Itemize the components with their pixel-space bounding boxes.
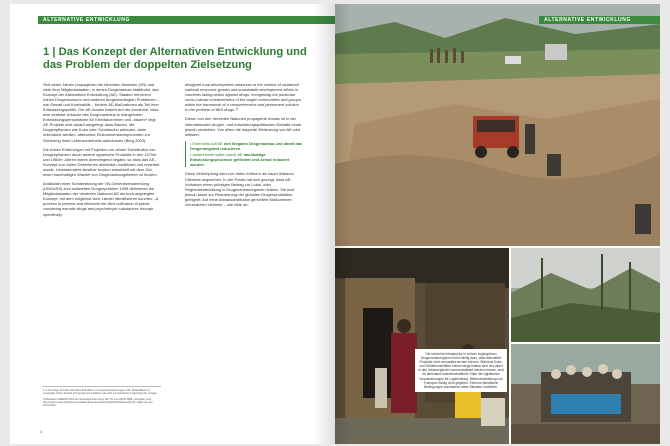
footnote: 1 In der Folge wird die männliche Pluralform in Gruppenbezeichnungen (z.B. „Bauer/Bauern“) verwendet. Diese bezieht sich jeweils auf weibliche als auch auf männliche Angehörige der Gruppe.: [43, 389, 158, 396]
bullet-item: [190, 141, 303, 151]
paragraph: Diese Verknüpfung wird von vielen Kritikern als kaum lösbares Dilemma angesehen. In der Praxis hat sich gezeigt, dass AE-Vorhaben einen wichtigen Beitrag zur Lokal- oder Regionalentwicklung in Drogenanbauregionen leisten. Sie sind jedoch kaum zur Reduzierung der globalen Drogenproduktion geeignet: Auf reine Anbausubstitution gerichtete Maßnahmen verursachen vielmehr – wie viele an-: [185, 171, 295, 207]
bullet-prefix: Einerseits soll AE: [192, 140, 224, 146]
left-page: [10, 4, 335, 444]
bullet-marker: •: [190, 140, 193, 146]
house-family-photo: [335, 248, 509, 444]
truck-illustration: [511, 344, 660, 444]
footnote: 2 Resolution A/RES/S-20/4 der Generalversammlung der VN vom 08.06.1998, verfügbar unter: http://www.unodc.org/documents/alternative-development/UNGASSDocs/AD.pdf, abgerufen am 02.11.2012.: [43, 397, 153, 408]
bullet-strong: den illegalen Drogenanbau und damit das Drogenangebot reduzieren: [190, 140, 303, 151]
section-label: ALTERNATIVE ENTWICKLUNG: [43, 17, 130, 23]
quote-start: „A process to prevent and eliminate the illicit cultivation of plants containing narcotic drugs and psychotropic substances through specifically: [43, 196, 159, 217]
page-number: 4: [40, 429, 43, 434]
text-column-1: [43, 82, 161, 221]
truck-passengers-photo: [511, 344, 660, 444]
house-illustration: [335, 248, 509, 444]
bullet-suffix: ,: [240, 145, 242, 151]
hillside-landscape-photo: [511, 248, 660, 342]
paragraph: Dieser von den Vereinten Nationen propagierte Ansatz ist in der internationalen drogen- und entwicklungspolitischen Debatte heute jedoch umstritten. Von allem die doppelte Zielsetzung von AE wird kritisiert:: [185, 116, 302, 137]
paragraph: Die ersten Erfahrungen mit Projekten zur reinen Substitution von Drogenpflanzen durch andere agrarische Produkte in den 1970er und 1980er Jahren waren überwiegend negativ, so dass das AE-Konzept von vielen Geberinnen allmählich modifiziert und erweitert wurde. Umfassendere Ansätze wurden entwickelt mit dem Ziel, einen nachhaltigen Wandel von Drogenanbaugebieten zu fördern.: [43, 146, 160, 177]
paragraph: [43, 181, 161, 216]
bullet-item: [190, 152, 303, 167]
right-page: [335, 4, 660, 444]
footnotes: [43, 386, 161, 410]
bullet-strong: nachhaltige Entwicklungsprozesse gefördert und Armut reduziert werden: [190, 152, 290, 168]
section-header-bar: [38, 16, 335, 24]
magazine-spread: [10, 4, 660, 444]
text-column-2: [185, 82, 303, 211]
paragraph: Seit vielen Jahren propagieren die Vereinten Nationen (VN) und viele ihrer Mitgliedsstaaten, in denen Drogenanbau stattfindet, das Konzept der Alternativen Entwicklung (AE). Staaten mit einem hohen Drogenkonsum und anderen drogenbedingten Problemen – wie Gewalt und Kriminalität – fördern AE-Maßnahmen als Teil ihrer Entwicklungspolitik. Der AE-Ansatz basiert auf der Annahme, dass eine zentrale Ursache des Drogenanbaus in mangelnden Entwicklungsperspektiven für Kleinbäuerinnen und -bauern¹ liegt. AE-Projekte sind darauf ausgelegt, dass Bauern, die Drogenpflanzen wie Koka oder Schlafmohn anbauen, darin unterstützt werden, alternative Einkommenskomponenten zur Sicherung ihres Lebensunterhalts aufzubauen (Berg 2003).: [43, 82, 160, 143]
paragraph-text: Anlässlich einer Sondersitzung der VN-Generalversammlung (UNGASS) zum weltweiten Drogenproblem 1998 definierten die Mitgliedsstaaten der Vereinten Nationen AE als breit angelegtes Konzept, mit dem möglichst viele Länder identifizieren konnten:: [43, 181, 155, 202]
bullet-marker: •: [190, 152, 193, 158]
chapter-title: 1 | Das Konzept der Alternativen Entwicklung und das Problem der doppelten Zielsetzung: [43, 46, 307, 72]
section-header-bar-right: [539, 16, 660, 24]
section-label: ALTERNATIVE ENTWICKLUNG: [544, 17, 631, 23]
photo-caption: Die schlechte Infrastruktur in schwer zugänglichen Drogenanbauregionen führt häufig dazu, dass alternative Produkte nicht vermarktet werden können. Während Koka- und Schlafmohnblätter extrem lange haltbar sind und direkt in den Anbauregionen kommerzialisiert werden können, sind für alternative landwirtschaftliche Güter die logistischen Voraussetzungen für Lagerhaltung, Weiterverarbeitung und Transport häufig nicht gegeben. Extreme klimatische Bedingungen erschweren diese Situation zusätzlich.: [415, 349, 507, 392]
highlight-bullets: [185, 141, 303, 167]
quote-end: designed rural development measures in the context of sustained national economic growth and sustainable development efforts in countries taking action against drugs, recognizing the particular socio-cultural characteristics of the target communities and groups, within the framework of a comprehensive and permanent solution to the problem of illicit drugs.“²: [185, 82, 302, 113]
landscape-illustration: [511, 248, 660, 342]
flooded-road-illustration: [335, 4, 660, 246]
bullet-prefix: andererseits sollen durch AE: [192, 152, 244, 158]
flooded-road-photo: [335, 4, 660, 246]
bullet-suffix: .: [203, 162, 205, 168]
